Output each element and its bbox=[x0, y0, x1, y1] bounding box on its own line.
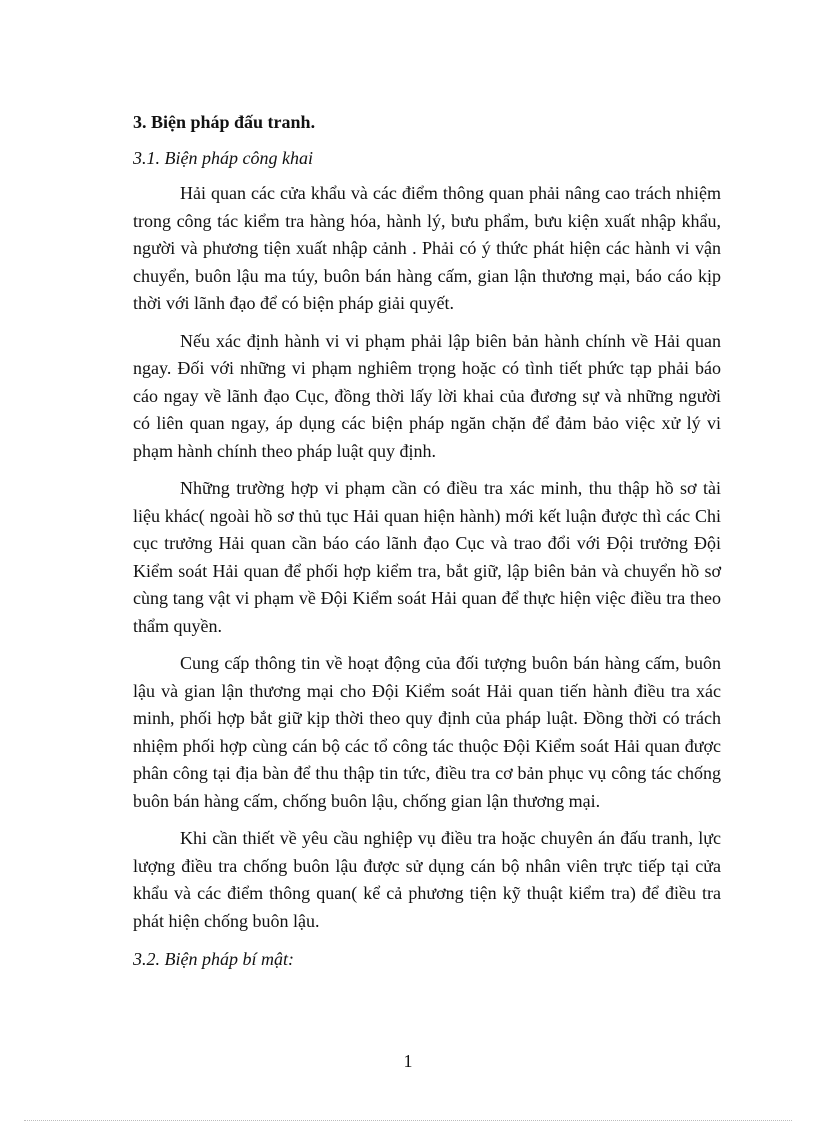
page-content bbox=[133, 108, 721, 981]
paragraph: Nếu xác định hành vi vi phạm phải lập biên bản hành chính về Hải quan ngay. Đối với những vi phạm nghiêm trọng hoặc có tình tiết phức tạp phải báo cáo ngay về lãnh đạo Cục, đồng thời lấy lời khai của đương sự và những người có liên quan ngay, áp dụng các biện pháp ngăn chặn để đảm bảo việc xử lý vi phạm hành chính theo pháp luật quy định. bbox=[133, 330, 721, 461]
subsection-title-public-measures: 3.1. Biện pháp công khai bbox=[133, 148, 313, 168]
page-bottom-divider bbox=[24, 1120, 792, 1121]
subsection-title-secret-measures: 3.2. Biện pháp bí mật: bbox=[133, 949, 294, 969]
page-number: 1 bbox=[403, 1051, 413, 1071]
paragraph: Hải quan các cửa khẩu và các điểm thông quan phải nâng cao trách nhiệm trong công tác kiểm tra hàng hóa, hành lý, bưu phẩm, bưu kiện xuất nhập khẩu, người và phương tiện xuất nhập cảnh . Phải có ý thức phát hiện các hành vi vận chuyển, buôn lậu ma túy, buôn bán hàng cấm, gian lận thương mại, báo cáo kịp thời với lãnh đạo để có biện pháp giải quyết. bbox=[133, 183, 721, 313]
paragraph: Những trường hợp vi phạm cần có điều tra xác minh, thu thập hồ sơ tài liệu khác( ngoài hồ sơ thủ tục Hải quan hiện hành) mới kết luận được thì các Chi cục trưởng Hải quan cần báo cáo lãnh đạo Cục và trao đổi với Đội trưởng Đội Kiểm soát Hải quan để phối hợp kiểm tra, bắt giữ, lập biên bản và chuyển hồ sơ cùng tang vật vi phạm về Đội Kiểm soát Hải quan để thực hiện việc điều tra theo thẩm quyền. bbox=[133, 478, 721, 636]
paragraph: Khi cần thiết về yêu cầu nghiệp vụ điều tra hoặc chuyên án đấu tranh, lực lượng điều tra chống buôn lậu được sử dụng cán bộ nhân viên trực tiếp tại cửa khẩu và các điểm thông quan( kể cả phương tiện kỹ thuật kiểm tra) để điều tra phát hiện chống buôn lậu. bbox=[133, 828, 721, 931]
paragraph: Cung cấp thông tin về hoạt động của đối tượng buôn bán hàng cấm, buôn lậu và gian lận thương mại cho Đội Kiểm soát Hải quan tiến hành điều tra xác minh, phối hợp bắt giữ kịp thời theo quy định của pháp luật. Đồng thời có trách nhiệm phối hợp cùng cán bộ các tổ công tác thuộc Đội Kiểm soát Hải quan được phân công tại địa bàn để thu thập tin tức, điều tra cơ bản phục vụ công tác chống buôn bán hàng cấm, chống buôn lậu, chống gian lận thương mại. bbox=[133, 653, 721, 811]
section-heading: 3. Biện pháp đấu tranh. bbox=[133, 112, 316, 132]
